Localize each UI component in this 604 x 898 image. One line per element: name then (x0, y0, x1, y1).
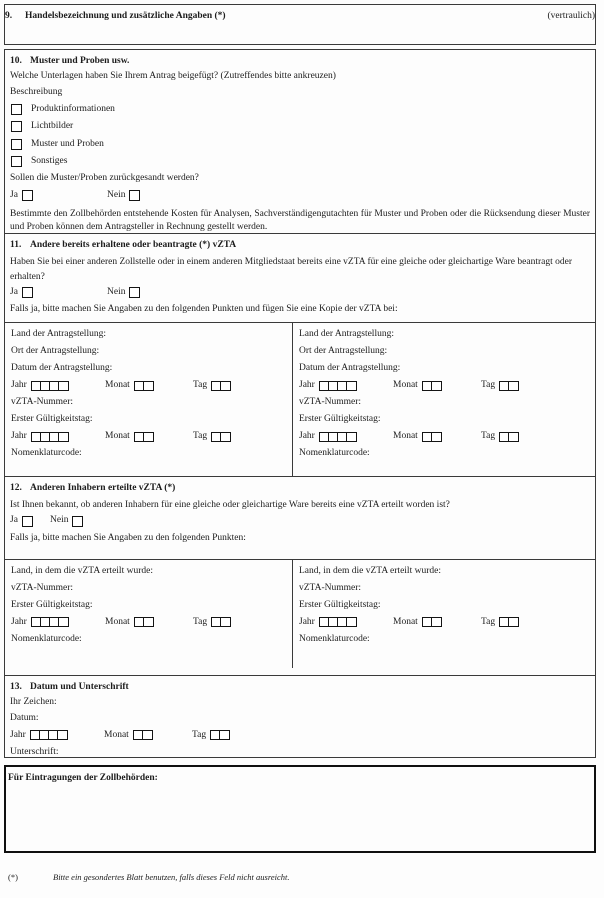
day-digit-boxes (211, 381, 231, 391)
validity-date-row (11, 614, 286, 631)
month-digit-boxes (422, 381, 442, 391)
tag-label: Tag (481, 431, 496, 442)
jahr-label: Jahr (11, 431, 27, 442)
section-10-number: 10. (10, 56, 22, 66)
day-digit-boxes (499, 432, 519, 442)
validity-date-row (299, 428, 589, 445)
month-digit-boxes (134, 617, 154, 627)
attachment-option-row (10, 101, 590, 118)
digit-cell[interactable] (431, 381, 442, 391)
nomenclature-label: Nomenklaturcode: (299, 448, 370, 459)
month-digit-boxes (422, 432, 442, 442)
main-form-box (4, 49, 596, 758)
digit-cell[interactable] (57, 730, 68, 740)
customs-entries-box (4, 765, 596, 853)
confidential-label: (vertraulich) (547, 11, 595, 21)
country-field-label: Land der Antragstellung: (299, 329, 394, 340)
checkbox-produktinformationen[interactable] (11, 104, 22, 115)
section-11 (5, 233, 595, 476)
day-digit-boxes (210, 730, 230, 740)
jahr-label: Jahr (11, 380, 27, 391)
footnote-text: Bitte ein gesondertes Blatt benutzen, falls dieses Feld nicht ausreicht. (53, 872, 290, 882)
section-12-yesno-row (10, 513, 590, 530)
digit-cell[interactable] (143, 381, 154, 391)
customs-box-title: Für Eintragungen der Zollbehörden: (8, 773, 158, 783)
place-field-label: Ort der Antragstellung: (299, 346, 388, 357)
month-digit-boxes (134, 381, 154, 391)
description-label: Beschreibung (10, 87, 63, 98)
section-10 (5, 50, 595, 233)
return-question: Sollen die Muster/Proben zurückgesandt werden? (10, 173, 199, 184)
digit-cell[interactable] (346, 617, 357, 627)
place-field-label: Ort der Antragstellung: (11, 346, 100, 357)
validity-label: Erster Gültigkeitstag: (11, 414, 93, 425)
digit-cell[interactable] (346, 432, 357, 442)
customs-entry-area[interactable] (6, 785, 594, 845)
ja-label: Ja (10, 515, 18, 526)
return-yesno-row (10, 187, 590, 204)
ja-label: Ja (10, 189, 18, 200)
attachment-option-row (10, 118, 590, 135)
date-field-label: Datum der Antragstellung: (11, 363, 113, 374)
attachment-option-label: Produktinformationen (31, 103, 115, 114)
digit-cell[interactable] (143, 617, 154, 627)
month-digit-boxes (133, 730, 153, 740)
validity-date-row (299, 614, 589, 631)
monat-label: Monat (393, 616, 418, 627)
year-digit-boxes (319, 432, 357, 442)
month-digit-boxes (134, 432, 154, 442)
section-11-title: Andere bereits erhaltene oder beantragte (*) vZTA (30, 240, 237, 250)
tag-label: Tag (193, 616, 208, 627)
section-12-columns (5, 559, 595, 668)
section-12-column-right (293, 560, 595, 668)
nein-label: Nein (107, 189, 126, 200)
validity-label: Erster Gültigkeitstag: (299, 414, 381, 425)
jahr-label: Jahr (299, 380, 315, 391)
digit-cell[interactable] (508, 432, 519, 442)
footnote (8, 873, 596, 882)
vzta-number-label: vZTA-Nummer: (11, 397, 74, 408)
jahr-label: Jahr (11, 616, 27, 627)
application-date-row (299, 377, 589, 394)
monat-label: Monat (105, 431, 130, 442)
vzta-number-label: vZTA-Nummer: (299, 397, 362, 408)
ja-checkbox[interactable] (22, 190, 33, 201)
monat-label: Monat (393, 380, 418, 391)
checkbox-muster-und-proben[interactable] (11, 139, 22, 150)
attachment-option-label: Sonstiges (31, 155, 68, 166)
monat-label: Monat (105, 380, 130, 391)
section-10-header (10, 50, 590, 68)
section-11-columns (5, 322, 595, 476)
year-digit-boxes (319, 617, 357, 627)
section-11-header (10, 234, 590, 252)
year-digit-boxes (30, 730, 68, 740)
year-digit-boxes (31, 432, 69, 442)
monat-label: Monat (393, 431, 418, 442)
tag-label: Tag (193, 380, 208, 391)
section-9-number: 9. (5, 11, 13, 21)
attachment-option-row (10, 153, 590, 170)
day-digit-boxes (499, 617, 519, 627)
section-12-question: Ist Ihnen bekannt, ob anderen Inhabern für eine gleiche oder gleichartige Ware bereits eine vZTA erteilt worden ist? (10, 500, 450, 510)
digit-cell[interactable] (508, 381, 519, 391)
day-digit-boxes (499, 381, 519, 391)
section-9-title: Handelsbezeichnung und zusätzliche Angaben (*) (25, 11, 226, 21)
section-12-header (10, 477, 590, 495)
tag-label: Tag (193, 431, 208, 442)
signature-date-row (10, 727, 590, 744)
jahr-label: Jahr (299, 431, 315, 442)
application-date-row (11, 377, 286, 394)
nein-label: Nein (50, 515, 69, 526)
month-digit-boxes (422, 617, 442, 627)
checkbox-lichtbilder[interactable] (11, 121, 22, 132)
section-11-column-right (293, 323, 595, 476)
section-9-header (5, 5, 595, 23)
vzta-number-label: vZTA-Nummer: (11, 582, 74, 593)
checkbox-sonstiges[interactable] (11, 156, 22, 167)
attachments-question: Welche Unterlagen haben Sie Ihrem Antrag beigefügt? (Zutreffendes bitte ankreuzen) (10, 71, 336, 81)
section-13-title: Datum und Unterschrift (30, 682, 129, 692)
year-digit-boxes (319, 381, 357, 391)
section-10-title: Muster und Proben usw. (30, 56, 130, 66)
nomenclature-label: Nomenklaturcode: (299, 633, 370, 644)
digit-cell[interactable] (431, 432, 442, 442)
signature-label: Unterschrift: (10, 746, 59, 755)
day-digit-boxes (211, 432, 231, 442)
section-13 (5, 675, 595, 755)
nomenclature-label: Nomenklaturcode: (11, 448, 82, 459)
digit-cell[interactable] (346, 381, 357, 391)
section-11-question: Haben Sie bei einer anderen Zollstelle oder in einem anderen Mitgliedstaat bereits eine vZTA für eine gleiche oder gleichartige Ware beantragt oder erhalten? (10, 257, 572, 282)
section-12-number: 12. (10, 483, 22, 493)
digit-cell[interactable] (58, 381, 69, 391)
year-digit-boxes (31, 381, 69, 391)
section-12 (5, 476, 595, 675)
digit-cell[interactable] (220, 381, 231, 391)
section-12-column-left (5, 560, 293, 668)
digit-cell[interactable] (219, 730, 230, 740)
section-11-column-left (5, 323, 293, 476)
ja-checkbox[interactable] (22, 287, 33, 298)
section-13-number: 13. (10, 682, 22, 692)
section-11-number: 11. (10, 240, 22, 250)
digit-cell[interactable] (58, 617, 69, 627)
digit-cell[interactable] (431, 617, 442, 627)
nein-checkbox[interactable] (129, 287, 140, 298)
section-13-header (10, 676, 590, 694)
nein-checkbox[interactable] (129, 190, 140, 201)
jahr-label: Jahr (299, 616, 315, 627)
monat-label: Monat (105, 616, 130, 627)
digit-cell[interactable] (508, 617, 519, 627)
footnote-symbol: (*) (8, 872, 18, 882)
section-12-title: Anderen Inhabern erteilte vZTA (*) (30, 483, 176, 493)
digit-cell[interactable] (220, 432, 231, 442)
country-issued-label: Land, in dem die vZTA erteilt wurde: (11, 565, 153, 576)
nein-label: Nein (107, 286, 126, 297)
digit-cell[interactable] (58, 432, 69, 442)
jahr-label: Jahr (10, 729, 26, 740)
section-9-entry-area[interactable] (5, 23, 595, 41)
date-label: Datum: (10, 713, 39, 724)
section-9 (4, 4, 596, 45)
attachment-option-row (10, 136, 590, 153)
digit-cell[interactable] (142, 730, 153, 740)
validity-label: Erster Gültigkeitstag: (299, 599, 381, 610)
costs-note: Bestimmte den Zollbehörden entstehende Kosten für Analysen, Sachverständigengutachten für Muster und Proben oder die Rücksendung dieser Muster und Proben können dem Antragsteller in Rechnung gestellt werden. (10, 208, 590, 233)
year-digit-boxes (31, 617, 69, 627)
ja-checkbox[interactable] (22, 516, 33, 527)
reference-label: Ihr Zeichen: (10, 697, 57, 707)
country-issued-label: Land, in dem die vZTA erteilt wurde: (299, 565, 441, 576)
validity-date-row (11, 428, 286, 445)
digit-cell[interactable] (143, 432, 154, 442)
nomenclature-label: Nomenklaturcode: (11, 633, 82, 644)
validity-label: Erster Gültigkeitstag: (11, 599, 93, 610)
tag-label: Tag (481, 616, 496, 627)
tag-label: Tag (192, 729, 207, 740)
section-11-yesno-row (10, 284, 590, 301)
day-digit-boxes (211, 617, 231, 627)
tag-label: Tag (481, 380, 496, 391)
attachment-option-label: Muster und Proben (31, 138, 104, 149)
ja-label: Ja (10, 286, 18, 297)
vzta-number-label: vZTA-Nummer: (299, 582, 362, 593)
section-12-instruction: Falls ja, bitte machen Sie Angaben zu den folgenden Punkten: (10, 532, 246, 543)
section-11-instruction: Falls ja, bitte machen Sie Angaben zu den folgenden Punkten und fügen Sie eine Kopie der vZTA bei: (10, 304, 398, 314)
digit-cell[interactable] (220, 617, 231, 627)
date-field-label: Datum der Antragstellung: (299, 363, 401, 374)
nein-checkbox[interactable] (72, 516, 83, 527)
attachment-option-label: Lichtbilder (31, 121, 74, 132)
country-field-label: Land der Antragstellung: (11, 329, 106, 340)
monat-label: Monat (104, 729, 129, 740)
